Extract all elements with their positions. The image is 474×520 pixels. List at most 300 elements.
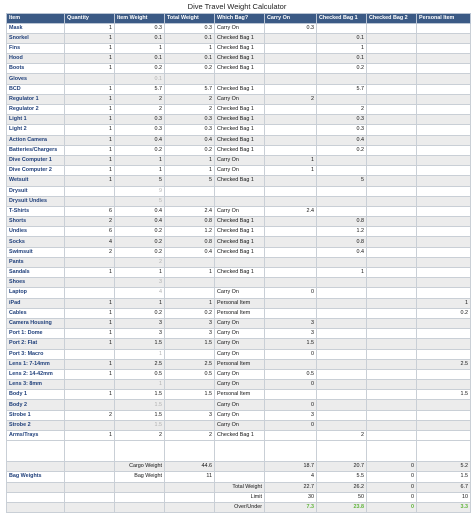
header-item[interactable]: Item (7, 14, 65, 24)
carry-on-cell[interactable] (265, 135, 317, 145)
checked-bag-2-cell[interactable] (367, 318, 417, 328)
checked-bag-1-cell[interactable]: 2 (317, 431, 367, 441)
checked-bag-1-cell[interactable]: 5.7 (317, 84, 367, 94)
personal-item-cell[interactable] (417, 74, 471, 84)
personal-item-cell[interactable] (417, 318, 471, 328)
quantity-cell[interactable]: 1 (65, 166, 115, 176)
item-weight-cell[interactable]: 1.5 (115, 400, 165, 410)
quantity-cell[interactable]: 1 (65, 308, 115, 318)
personal-item-cell[interactable] (417, 339, 471, 349)
checked-bag-2-cell[interactable] (367, 298, 417, 308)
checked-bag-1-cell[interactable]: 0.8 (317, 237, 367, 247)
checked-bag-2-cell[interactable] (367, 43, 417, 53)
which-bag-cell[interactable]: Checked Bag 1 (215, 247, 265, 257)
carry-on-cell[interactable] (265, 196, 317, 206)
checked-bag-2-cell[interactable] (367, 420, 417, 430)
personal-item-cell[interactable] (417, 176, 471, 186)
item-weight-cell[interactable]: 0.2 (115, 237, 165, 247)
total-checked-bag-1[interactable]: 26.2 (317, 482, 367, 492)
which-bag-cell[interactable]: Personal Item (215, 390, 265, 400)
quantity-cell[interactable]: 1 (65, 84, 115, 94)
item-weight-cell[interactable]: 0.1 (115, 54, 165, 64)
item-weight-cell[interactable]: 5.7 (115, 84, 165, 94)
total-weight-cell[interactable] (165, 196, 215, 206)
which-bag-cell[interactable]: Carry On (215, 288, 265, 298)
checked-bag-2-cell[interactable] (367, 54, 417, 64)
carry-on-cell[interactable]: 0.5 (265, 369, 317, 379)
carry-on-cell[interactable] (265, 390, 317, 400)
over-under-carry-on[interactable]: 7.3 (265, 502, 317, 512)
carry-on-cell[interactable] (265, 105, 317, 115)
checked-bag-2-cell[interactable] (367, 135, 417, 145)
checked-bag-2-cell[interactable] (367, 369, 417, 379)
total-weight-cell[interactable]: 0.2 (165, 145, 215, 155)
checked-bag-1-cell[interactable] (317, 298, 367, 308)
carry-on-cell[interactable]: 0.3 (265, 23, 317, 33)
total-weight-cell[interactable]: 1 (165, 155, 215, 165)
checked-bag-1-cell[interactable] (317, 329, 367, 339)
total-weight-cell[interactable]: 5 (165, 176, 215, 186)
cargo-personal-item[interactable]: 5.2 (417, 462, 471, 472)
checked-bag-2-cell[interactable] (367, 186, 417, 196)
limit-checked-bag-1[interactable]: 50 (317, 492, 367, 502)
checked-bag-1-cell[interactable]: 0.4 (317, 247, 367, 257)
item-weight-cell[interactable]: 1 (115, 298, 165, 308)
total-weight-cell[interactable]: 0.2 (165, 64, 215, 74)
item-weight-cell[interactable]: 1 (115, 268, 165, 278)
total-weight-cell[interactable]: 2.5 (165, 359, 215, 369)
carry-on-cell[interactable]: 3 (265, 329, 317, 339)
carry-on-cell[interactable]: 1.5 (265, 339, 317, 349)
personal-item-cell[interactable] (417, 125, 471, 135)
which-bag-cell[interactable] (215, 257, 265, 267)
checked-bag-2-cell[interactable] (367, 237, 417, 247)
item-weight-cell[interactable]: 2.5 (115, 359, 165, 369)
personal-item-cell[interactable] (417, 84, 471, 94)
total-weight-cell[interactable] (165, 400, 215, 410)
total-weight-cell[interactable]: 2 (165, 105, 215, 115)
total-weight-cell[interactable]: 0.1 (165, 33, 215, 43)
quantity-cell[interactable]: 1 (65, 431, 115, 441)
item-weight-cell[interactable]: 0.3 (115, 23, 165, 33)
checked-bag-1-cell[interactable]: 0.3 (317, 125, 367, 135)
quantity-cell[interactable] (65, 257, 115, 267)
cargo-checked-bag-1[interactable]: 20.7 (317, 462, 367, 472)
quantity-cell[interactable]: 1 (65, 155, 115, 165)
which-bag-cell[interactable]: Carry On (215, 380, 265, 390)
checked-bag-1-cell[interactable]: 5 (317, 176, 367, 186)
item-weight-cell[interactable]: 1 (115, 166, 165, 176)
checked-bag-1-cell[interactable] (317, 369, 367, 379)
personal-item-cell[interactable] (417, 206, 471, 216)
total-carry-on[interactable]: 22.7 (265, 482, 317, 492)
item-weight-cell[interactable]: 0.1 (115, 74, 165, 84)
item-weight-cell[interactable]: 0.2 (115, 64, 165, 74)
checked-bag-1-cell[interactable]: 0.1 (317, 54, 367, 64)
checked-bag-1-cell[interactable]: 0.1 (317, 33, 367, 43)
total-weight-cell[interactable]: 3 (165, 410, 215, 420)
item-weight-cell[interactable]: 2 (115, 431, 165, 441)
which-bag-cell[interactable]: Checked Bag 1 (215, 217, 265, 227)
quantity-cell[interactable]: 1 (65, 145, 115, 155)
carry-on-cell[interactable] (265, 359, 317, 369)
personal-item-cell[interactable]: 1.5 (417, 390, 471, 400)
quantity-cell[interactable] (65, 186, 115, 196)
item-weight-cell[interactable]: 1.5 (115, 420, 165, 430)
which-bag-cell[interactable]: Checked Bag 1 (215, 54, 265, 64)
personal-item-cell[interactable] (417, 196, 471, 206)
total-weight-cell[interactable] (165, 349, 215, 359)
total-weight-cell[interactable]: 3 (165, 329, 215, 339)
checked-bag-1-cell[interactable] (317, 400, 367, 410)
personal-item-cell[interactable] (417, 227, 471, 237)
item-weight-cell[interactable]: 0.1 (115, 33, 165, 43)
checked-bag-1-cell[interactable] (317, 308, 367, 318)
personal-item-cell[interactable]: 2.5 (417, 359, 471, 369)
which-bag-cell[interactable]: Carry On (215, 206, 265, 216)
quantity-cell[interactable]: 1 (65, 43, 115, 53)
carry-on-cell[interactable] (265, 43, 317, 53)
quantity-cell[interactable]: 1 (65, 33, 115, 43)
item-weight-cell[interactable]: 5 (115, 196, 165, 206)
quantity-cell[interactable]: 1 (65, 115, 115, 125)
which-bag-cell[interactable]: Carry On (215, 23, 265, 33)
total-weight-cell[interactable]: 1 (165, 43, 215, 53)
checked-bag-2-cell[interactable] (367, 359, 417, 369)
checked-bag-2-cell[interactable] (367, 155, 417, 165)
total-weight-cell[interactable] (165, 288, 215, 298)
item-weight-cell[interactable]: 0.4 (115, 206, 165, 216)
checked-bag-2-cell[interactable] (367, 105, 417, 115)
item-weight-cell[interactable]: 0.2 (115, 227, 165, 237)
over-under-checked-bag-1[interactable]: 23.8 (317, 502, 367, 512)
checked-bag-2-cell[interactable] (367, 23, 417, 33)
total-weight-cell[interactable]: 1 (165, 268, 215, 278)
checked-bag-1-cell[interactable] (317, 74, 367, 84)
carry-on-cell[interactable]: 1 (265, 155, 317, 165)
which-bag-cell[interactable] (215, 186, 265, 196)
limit-personal-item[interactable]: 10 (417, 492, 471, 502)
item-weight-cell[interactable]: 1 (115, 43, 165, 53)
checked-bag-1-cell[interactable] (317, 318, 367, 328)
total-weight-cell[interactable]: 0.1 (165, 54, 215, 64)
carry-on-cell[interactable] (265, 176, 317, 186)
carry-on-cell[interactable] (265, 257, 317, 267)
carry-on-cell[interactable]: 3 (265, 410, 317, 420)
total-weight-cell[interactable]: 0.4 (165, 135, 215, 145)
quantity-cell[interactable]: 1 (65, 318, 115, 328)
item-weight-cell[interactable]: 1 (115, 155, 165, 165)
total-weight-cell[interactable]: 2.4 (165, 206, 215, 216)
quantity-cell[interactable] (65, 288, 115, 298)
over-under-checked-bag-2[interactable]: 0 (367, 502, 417, 512)
personal-item-cell[interactable] (417, 247, 471, 257)
checked-bag-1-cell[interactable]: 0.2 (317, 64, 367, 74)
personal-item-cell[interactable] (417, 54, 471, 64)
header-total-weight[interactable]: Total Weight (165, 14, 215, 24)
item-weight-cell[interactable]: 1.5 (115, 410, 165, 420)
checked-bag-2-cell[interactable] (367, 257, 417, 267)
checked-bag-2-cell[interactable] (367, 247, 417, 257)
cargo-checked-bag-2[interactable]: 0 (367, 462, 417, 472)
limit-carry-on[interactable]: 30 (265, 492, 317, 502)
checked-bag-1-cell[interactable] (317, 359, 367, 369)
which-bag-cell[interactable]: Checked Bag 1 (215, 125, 265, 135)
item-weight-cell[interactable]: 0.2 (115, 308, 165, 318)
carry-on-cell[interactable] (265, 125, 317, 135)
total-weight-cell[interactable]: 1 (165, 298, 215, 308)
carry-on-cell[interactable] (265, 145, 317, 155)
carry-on-cell[interactable] (265, 64, 317, 74)
carry-on-cell[interactable] (265, 431, 317, 441)
which-bag-cell[interactable]: Carry On (215, 94, 265, 104)
which-bag-cell[interactable]: Checked Bag 1 (215, 105, 265, 115)
which-bag-cell[interactable]: Personal Item (215, 298, 265, 308)
carry-on-cell[interactable]: 0 (265, 288, 317, 298)
item-weight-cell[interactable]: 3 (115, 318, 165, 328)
header-which-bag[interactable]: Which Bag? (215, 14, 265, 24)
quantity-cell[interactable] (65, 278, 115, 288)
quantity-cell[interactable]: 1 (65, 54, 115, 64)
carry-on-cell[interactable]: 2.4 (265, 206, 317, 216)
carry-on-cell[interactable] (265, 186, 317, 196)
checked-bag-1-cell[interactable] (317, 390, 367, 400)
cargo-weight-value[interactable]: 44.6 (165, 462, 215, 472)
checked-bag-1-cell[interactable] (317, 206, 367, 216)
carry-on-cell[interactable] (265, 247, 317, 257)
header-quantity[interactable]: Quantity (65, 14, 115, 24)
quantity-cell[interactable]: 1 (65, 135, 115, 145)
personal-item-cell[interactable] (417, 431, 471, 441)
total-weight-cell[interactable]: 0.5 (165, 369, 215, 379)
carry-on-cell[interactable]: 3 (265, 318, 317, 328)
checked-bag-2-cell[interactable] (367, 431, 417, 441)
over-under-personal-item[interactable]: 3.3 (417, 502, 471, 512)
checked-bag-2-cell[interactable] (367, 64, 417, 74)
checked-bag-2-cell[interactable] (367, 380, 417, 390)
which-bag-cell[interactable]: Carry On (215, 369, 265, 379)
personal-item-cell[interactable] (417, 94, 471, 104)
item-weight-cell[interactable]: 1 (115, 349, 165, 359)
quantity-cell[interactable]: 6 (65, 206, 115, 216)
which-bag-cell[interactable]: Personal Item (215, 359, 265, 369)
personal-item-cell[interactable] (417, 288, 471, 298)
which-bag-cell[interactable]: Checked Bag 1 (215, 268, 265, 278)
total-weight-cell[interactable]: 0.4 (165, 247, 215, 257)
carry-on-cell[interactable] (265, 298, 317, 308)
personal-item-cell[interactable] (417, 115, 471, 125)
personal-item-cell[interactable] (417, 278, 471, 288)
total-weight-cell[interactable] (165, 380, 215, 390)
item-weight-cell[interactable]: 0.3 (115, 125, 165, 135)
checked-bag-2-cell[interactable] (367, 390, 417, 400)
carry-on-cell[interactable] (265, 268, 317, 278)
personal-item-cell[interactable] (417, 43, 471, 53)
item-weight-cell[interactable]: 0.2 (115, 247, 165, 257)
personal-item-cell[interactable] (417, 135, 471, 145)
personal-item-cell[interactable] (417, 400, 471, 410)
which-bag-cell[interactable]: Carry On (215, 339, 265, 349)
which-bag-cell[interactable]: Checked Bag 1 (215, 176, 265, 186)
personal-item-cell[interactable] (417, 380, 471, 390)
carry-on-cell[interactable] (265, 237, 317, 247)
header-item-weight[interactable]: Item Weight (115, 14, 165, 24)
personal-item-cell[interactable] (417, 237, 471, 247)
which-bag-cell[interactable]: Carry On (215, 166, 265, 176)
which-bag-cell[interactable]: Checked Bag 1 (215, 227, 265, 237)
which-bag-cell[interactable]: Checked Bag 1 (215, 145, 265, 155)
checked-bag-1-cell[interactable]: 1 (317, 268, 367, 278)
total-weight-cell[interactable] (165, 420, 215, 430)
total-weight-cell[interactable]: 1.5 (165, 390, 215, 400)
which-bag-cell[interactable]: Carry On (215, 400, 265, 410)
personal-item-cell[interactable] (417, 369, 471, 379)
item-weight-cell[interactable]: 1 (115, 380, 165, 390)
checked-bag-2-cell[interactable] (367, 84, 417, 94)
carry-on-cell[interactable]: 0 (265, 380, 317, 390)
carry-on-cell[interactable] (265, 115, 317, 125)
item-weight-cell[interactable]: 9 (115, 186, 165, 196)
checked-bag-1-cell[interactable] (317, 278, 367, 288)
quantity-cell[interactable]: 1 (65, 329, 115, 339)
personal-item-cell[interactable] (417, 155, 471, 165)
checked-bag-2-cell[interactable] (367, 206, 417, 216)
personal-item-cell[interactable] (417, 166, 471, 176)
personal-item-cell[interactable] (417, 33, 471, 43)
checked-bag-1-cell[interactable] (317, 155, 367, 165)
carry-on-cell[interactable] (265, 278, 317, 288)
which-bag-cell[interactable]: Checked Bag 1 (215, 43, 265, 53)
item-weight-cell[interactable]: 5 (115, 176, 165, 186)
which-bag-cell[interactable]: Checked Bag 1 (215, 33, 265, 43)
bag-checked-bag-2[interactable]: 0 (367, 472, 417, 482)
which-bag-cell[interactable]: Carry On (215, 318, 265, 328)
item-weight-cell[interactable]: 3 (115, 278, 165, 288)
quantity-cell[interactable]: 6 (65, 227, 115, 237)
personal-item-cell[interactable] (417, 410, 471, 420)
quantity-cell[interactable]: 1 (65, 125, 115, 135)
which-bag-cell[interactable] (215, 196, 265, 206)
total-personal-item[interactable]: 6.7 (417, 482, 471, 492)
carry-on-cell[interactable] (265, 227, 317, 237)
checked-bag-1-cell[interactable] (317, 166, 367, 176)
quantity-cell[interactable]: 1 (65, 94, 115, 104)
personal-item-cell[interactable] (417, 268, 471, 278)
bag-weight-value[interactable]: 11 (165, 472, 215, 482)
checked-bag-2-cell[interactable] (367, 166, 417, 176)
which-bag-cell[interactable]: Checked Bag 1 (215, 135, 265, 145)
total-weight-cell[interactable]: 1.2 (165, 227, 215, 237)
which-bag-cell[interactable] (215, 74, 265, 84)
checked-bag-1-cell[interactable] (317, 257, 367, 267)
checked-bag-1-cell[interactable] (317, 420, 367, 430)
personal-item-cell[interactable] (417, 329, 471, 339)
which-bag-cell[interactable]: Personal Item (215, 308, 265, 318)
total-weight-cell[interactable] (165, 74, 215, 84)
header-checked-bag-2[interactable]: Checked Bag 2 (367, 14, 417, 24)
which-bag-cell[interactable] (215, 278, 265, 288)
total-weight-cell[interactable]: 2 (165, 94, 215, 104)
checked-bag-1-cell[interactable]: 0.8 (317, 217, 367, 227)
checked-bag-1-cell[interactable]: 1 (317, 43, 367, 53)
which-bag-cell[interactable]: Carry On (215, 155, 265, 165)
which-bag-cell[interactable]: Checked Bag 1 (215, 115, 265, 125)
personal-item-cell[interactable]: 0.2 (417, 308, 471, 318)
quantity-cell[interactable] (65, 380, 115, 390)
quantity-cell[interactable]: 1 (65, 390, 115, 400)
personal-item-cell[interactable] (417, 420, 471, 430)
personal-item-cell[interactable] (417, 257, 471, 267)
personal-item-cell[interactable] (417, 186, 471, 196)
checked-bag-2-cell[interactable] (367, 115, 417, 125)
checked-bag-1-cell[interactable] (317, 410, 367, 420)
checked-bag-1-cell[interactable] (317, 94, 367, 104)
quantity-cell[interactable]: 1 (65, 176, 115, 186)
quantity-cell[interactable]: 2 (65, 247, 115, 257)
header-carry-on[interactable]: Carry On (265, 14, 317, 24)
which-bag-cell[interactable]: Checked Bag 1 (215, 431, 265, 441)
quantity-cell[interactable] (65, 349, 115, 359)
total-weight-cell[interactable]: 0.8 (165, 237, 215, 247)
item-weight-cell[interactable]: 3 (115, 329, 165, 339)
quantity-cell[interactable]: 1 (65, 369, 115, 379)
checked-bag-1-cell[interactable]: 0.4 (317, 135, 367, 145)
checked-bag-1-cell[interactable] (317, 349, 367, 359)
checked-bag-2-cell[interactable] (367, 217, 417, 227)
checked-bag-2-cell[interactable] (367, 74, 417, 84)
checked-bag-2-cell[interactable] (367, 329, 417, 339)
item-weight-cell[interactable]: 0.3 (115, 115, 165, 125)
checked-bag-2-cell[interactable] (367, 125, 417, 135)
personal-item-cell[interactable] (417, 349, 471, 359)
carry-on-cell[interactable] (265, 217, 317, 227)
quantity-cell[interactable]: 1 (65, 359, 115, 369)
quantity-cell[interactable] (65, 420, 115, 430)
carry-on-cell[interactable]: 0 (265, 349, 317, 359)
total-weight-cell[interactable] (165, 278, 215, 288)
carry-on-cell[interactable]: 2 (265, 94, 317, 104)
total-weight-cell[interactable]: 0.2 (165, 308, 215, 318)
bag-carry-on[interactable]: 4 (265, 472, 317, 482)
which-bag-cell[interactable]: Carry On (215, 410, 265, 420)
total-weight-cell[interactable]: 3 (165, 318, 215, 328)
item-weight-cell[interactable]: 2 (115, 105, 165, 115)
item-weight-cell[interactable]: 1.5 (115, 390, 165, 400)
which-bag-cell[interactable]: Checked Bag 1 (215, 64, 265, 74)
item-weight-cell[interactable]: 2 (115, 257, 165, 267)
carry-on-cell[interactable] (265, 33, 317, 43)
header-personal-item[interactable]: Personal Item (417, 14, 471, 24)
quantity-cell[interactable]: 2 (65, 217, 115, 227)
carry-on-cell[interactable] (265, 308, 317, 318)
checked-bag-2-cell[interactable] (367, 308, 417, 318)
carry-on-cell[interactable]: 0 (265, 420, 317, 430)
checked-bag-1-cell[interactable]: 1.2 (317, 227, 367, 237)
item-weight-cell[interactable]: 4 (115, 288, 165, 298)
item-weight-cell[interactable]: 0.4 (115, 217, 165, 227)
which-bag-cell[interactable]: Carry On (215, 420, 265, 430)
quantity-cell[interactable]: 1 (65, 268, 115, 278)
header-checked-bag-1[interactable]: Checked Bag 1 (317, 14, 367, 24)
quantity-cell[interactable]: 2 (65, 410, 115, 420)
checked-bag-1-cell[interactable] (317, 288, 367, 298)
bag-checked-bag-1[interactable]: 5.5 (317, 472, 367, 482)
checked-bag-1-cell[interactable] (317, 23, 367, 33)
total-weight-cell[interactable]: 1.5 (165, 339, 215, 349)
carry-on-cell[interactable] (265, 84, 317, 94)
personal-item-cell[interactable]: 1 (417, 298, 471, 308)
item-weight-cell[interactable]: 0.4 (115, 135, 165, 145)
